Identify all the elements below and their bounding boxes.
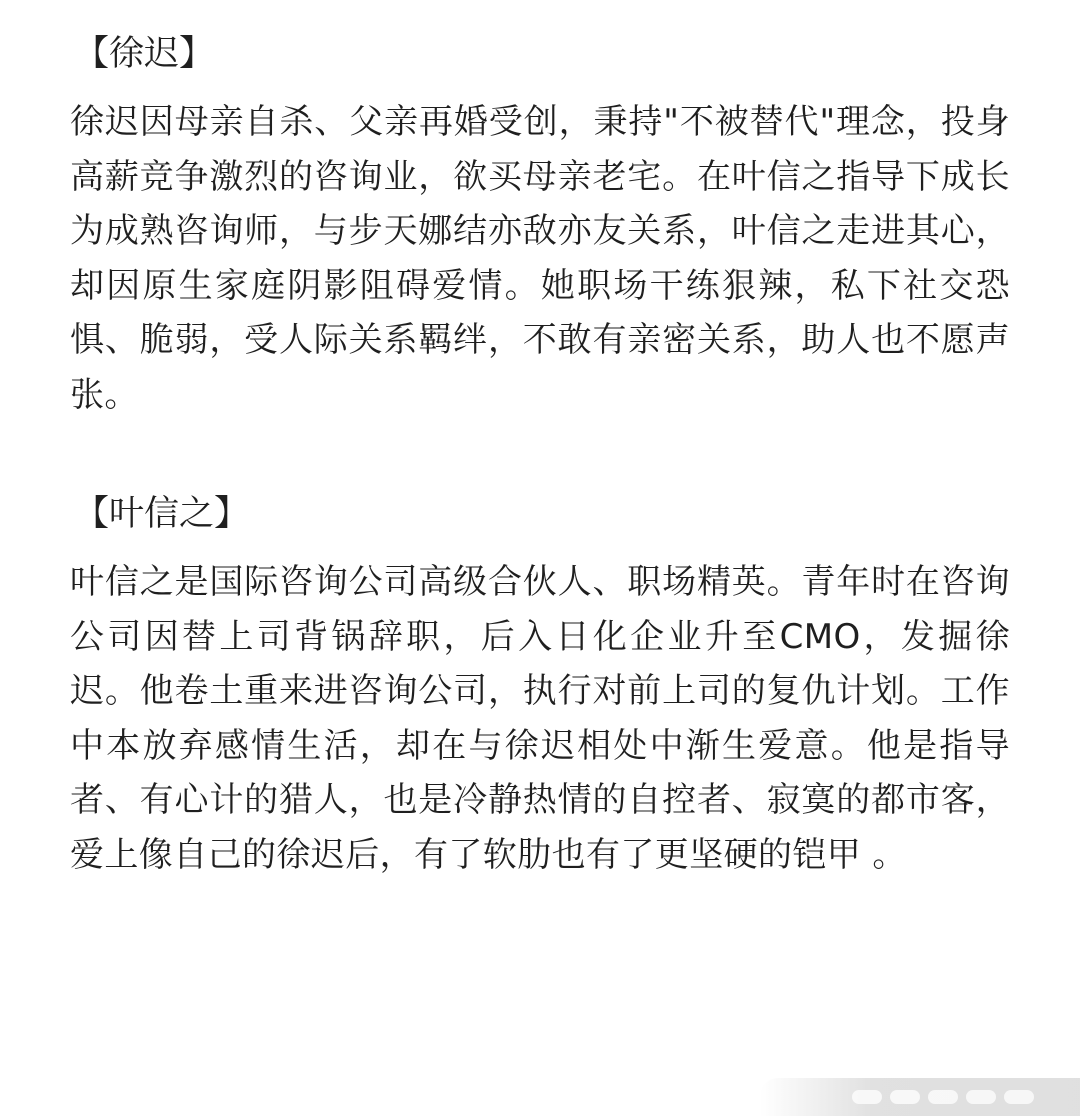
watermark-icon — [852, 1090, 1034, 1104]
section-title: 【徐迟】 — [74, 34, 215, 74]
section-body: 徐迟因母亲自杀、父亲再婚受创，秉持"不被替代"理念，投身高薪竞争激烈的咨询业，欲买母亲老宅。在叶信之指导下成长为成熟咨询师，与步天娜结亦敌亦友关系，叶信之走进其心，却因原生家庭阴影阻碍爱情。她职场干练狠辣，私下社交恐惧、脆弱，受人际关系羁绊，不敢有亲密关系，助人也不愿声张。 — [70, 102, 1010, 415]
section-title: 【叶信之】 — [74, 494, 250, 534]
watermark-overlay — [760, 1078, 1080, 1116]
character-section-xu-chi — [70, 0, 1020, 422]
section-body: 叶信之是国际咨询公司高级合伙人、职场精英。青年时在咨询公司因替上司背锅辞职，后入日化企业升至CMO，发掘徐迟。他卷土重来进咨询公司，执行对前上司的复仇计划。工作中本放弃感情生活，却在与徐迟相处中渐生爱意。他是指导者、有心计的猎人，也是冷静热情的自控者、寂寞的都市客，爱上像自己的徐迟后，有了软肋也有了更坚硬的铠甲 。 — [70, 562, 1010, 875]
article — [70, 0, 1020, 882]
character-section-ye-xinzhi — [70, 422, 1020, 882]
